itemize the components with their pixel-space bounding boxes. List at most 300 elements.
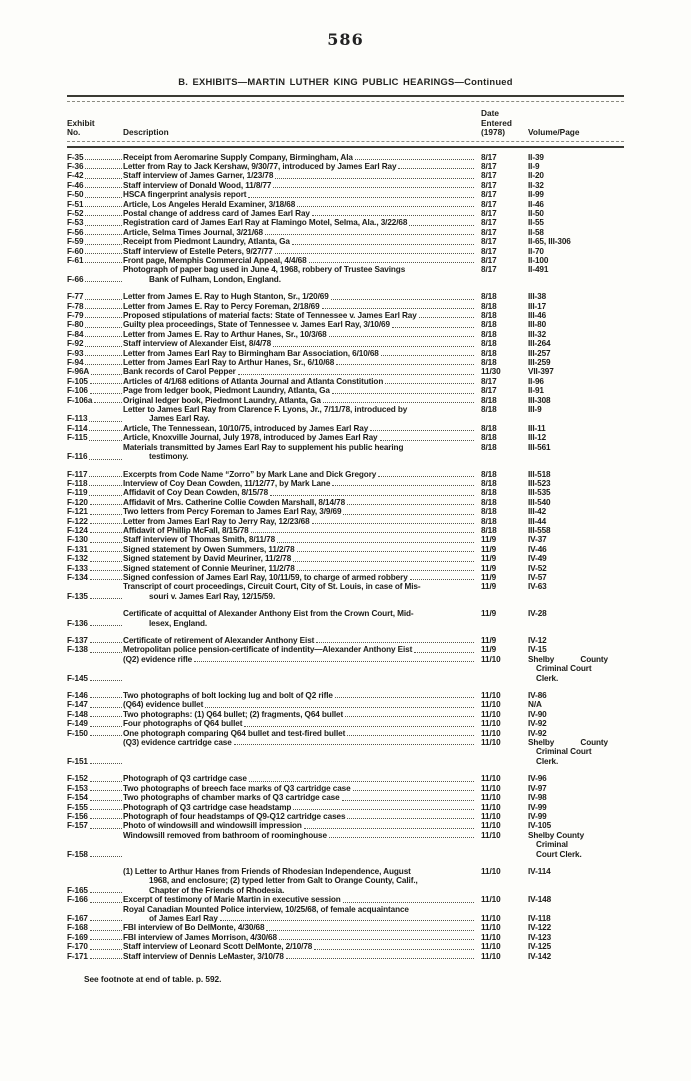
table-row bbox=[67, 302, 624, 311]
table-row bbox=[67, 609, 624, 628]
date-entered-cell: 11/10 bbox=[481, 691, 501, 701]
exhibit-no-cell: F-120 bbox=[67, 498, 123, 507]
dot-leader bbox=[90, 856, 122, 857]
description-cell: Letter to James Earl Ray from Clarence F. Lyons, Jr., 7/11/78, introduced by James Earl Ray. bbox=[123, 405, 408, 424]
date-entered-cell: 11/10 bbox=[481, 709, 501, 719]
exhibit-no-cell: F-116 bbox=[67, 443, 123, 462]
table-row bbox=[67, 821, 624, 830]
table-row bbox=[67, 396, 624, 405]
date-entered-cell: 8/17 bbox=[481, 255, 497, 265]
date-entered-cell: 8/17 bbox=[481, 237, 497, 247]
description-cell: Article, Selma Times Journal, 3/21/68 bbox=[123, 228, 475, 237]
dot-leader bbox=[85, 253, 122, 254]
date-entered-cell: 8/18 bbox=[481, 488, 497, 498]
description-cell: Original ledger book, Piedmont Laundry, Atlanta, Ga bbox=[123, 396, 475, 405]
table-row bbox=[67, 377, 624, 386]
dot-leader bbox=[392, 320, 474, 327]
dot-leader bbox=[85, 244, 122, 245]
exhibit-no-cell: F-52 bbox=[67, 209, 123, 218]
dot-leader bbox=[90, 542, 122, 543]
dot-leader bbox=[85, 159, 122, 160]
dot-leader bbox=[85, 299, 122, 300]
date-entered-cell: 8/18 bbox=[481, 525, 497, 535]
dot-leader bbox=[266, 923, 474, 930]
date-entered-cell: 11/10 bbox=[481, 895, 501, 905]
description-cell: Affidavit of Phillip McFall, 8/15/78 bbox=[123, 526, 475, 535]
dot-leader bbox=[370, 424, 474, 431]
table-row bbox=[67, 190, 624, 199]
table-row bbox=[67, 171, 624, 180]
volume-page-cell: II-32 bbox=[528, 180, 544, 190]
description-cell: Receipt from Piedmont Laundry, Atlanta, Ga bbox=[123, 237, 475, 246]
dot-leader bbox=[297, 545, 474, 552]
dot-leader bbox=[414, 645, 474, 652]
dot-leader bbox=[90, 735, 122, 736]
dot-leader bbox=[90, 532, 122, 533]
table-row bbox=[67, 367, 624, 376]
dot-leader bbox=[90, 504, 122, 505]
table-row bbox=[67, 200, 624, 209]
volume-page-cell: Shelby County Criminal Court Clerk. bbox=[528, 830, 585, 859]
dot-leader bbox=[85, 317, 122, 318]
date-entered-cell: 8/17 bbox=[481, 190, 497, 200]
exhibit-no-cell: F-171 bbox=[67, 952, 123, 961]
exhibit-no-cell: F-149 bbox=[67, 719, 123, 728]
date-entered-cell: 8/18 bbox=[481, 395, 497, 405]
description-cell: Two photographs of chamber marks of Q3 cartridge case bbox=[123, 793, 475, 802]
dot-leader bbox=[398, 162, 474, 169]
description-cell: Letter from James E. Ray to Hugh Stanton, Sr., 1/20/69 bbox=[123, 292, 475, 301]
date-entered-cell: 8/18 bbox=[481, 358, 497, 368]
dot-leader bbox=[381, 349, 474, 356]
table-row bbox=[67, 507, 624, 516]
dot-leader bbox=[90, 707, 122, 708]
table-row bbox=[67, 710, 624, 719]
date-entered-cell: 8/17 bbox=[481, 376, 497, 386]
dot-leader bbox=[279, 933, 474, 940]
description-cell: (Q64) evidence bullet bbox=[123, 700, 475, 709]
dot-leader bbox=[312, 209, 474, 216]
table-row bbox=[67, 582, 624, 601]
dot-leader bbox=[85, 281, 122, 282]
description-cell: FBI interview of Bo DelMonte, 4/30/68 bbox=[123, 923, 475, 932]
exhibit-no-cell: F-132 bbox=[67, 554, 123, 563]
exhibit-no-cell: F-61 bbox=[67, 256, 123, 265]
exhibit-no-cell: F-119 bbox=[67, 488, 123, 497]
volume-page-cell: IV-12 bbox=[528, 636, 547, 645]
exhibit-no-cell: F-121 bbox=[67, 507, 123, 516]
exhibit-no-cell: F-105 bbox=[67, 377, 123, 386]
exhibit-no-cell: F-167 bbox=[67, 905, 123, 924]
table-row bbox=[67, 729, 624, 738]
volume-page-cell: III-259 bbox=[528, 358, 551, 368]
dot-leader bbox=[304, 821, 474, 828]
dot-leader bbox=[85, 355, 122, 356]
dot-leader bbox=[90, 551, 122, 552]
date-entered-cell: 8/18 bbox=[481, 478, 497, 488]
dot-leader bbox=[409, 218, 474, 225]
description-cell: Photo of windowsill and windowsill impression bbox=[123, 821, 475, 830]
date-entered-cell: 11/10 bbox=[481, 793, 501, 803]
description-cell: Windowsill removed from bathroom of roominghouse bbox=[123, 831, 475, 859]
description-cell: Four photographs of Q64 bullet bbox=[123, 719, 475, 728]
dot-leader bbox=[85, 234, 122, 235]
description-cell: Article, The Tennessean, 10/10/75, introduced by James Earl Ray bbox=[123, 424, 475, 433]
volume-page-cell: IV-99 bbox=[528, 802, 547, 812]
dot-leader bbox=[265, 228, 474, 235]
date-entered-cell: 8/18 bbox=[481, 301, 497, 311]
volume-page-cell: III-42 bbox=[528, 507, 547, 517]
table-row bbox=[67, 498, 624, 507]
volume-page-cell: III-308 bbox=[528, 395, 551, 405]
date-entered-cell: 11/10 bbox=[481, 738, 501, 748]
dot-leader bbox=[286, 952, 474, 959]
exhibit-no-cell: F-93 bbox=[67, 349, 123, 358]
dot-leader bbox=[293, 803, 474, 810]
date-entered-cell: 11/9 bbox=[481, 645, 497, 655]
volume-page-cell: IV-105 bbox=[528, 821, 552, 831]
date-entered-cell: 8/18 bbox=[481, 497, 497, 507]
dot-leader bbox=[90, 642, 122, 643]
volume-page-cell: III-12 bbox=[528, 433, 547, 443]
exhibit-no-cell: F-53 bbox=[67, 218, 123, 227]
description-cell: Staff interview of Alexander Eist, 8/4/78 bbox=[123, 339, 475, 348]
date-entered-cell: 8/18 bbox=[481, 507, 497, 517]
dot-leader bbox=[90, 902, 122, 903]
dot-leader bbox=[85, 262, 122, 263]
table-row bbox=[67, 488, 624, 497]
dot-leader bbox=[85, 197, 122, 198]
table-row bbox=[67, 793, 624, 802]
exhibit-no-cell: F-114 bbox=[67, 424, 123, 433]
exhibit-no-cell: F-138 bbox=[67, 645, 123, 654]
dot-leader bbox=[312, 517, 474, 524]
dot-leader bbox=[244, 719, 474, 726]
dot-leader bbox=[85, 168, 122, 169]
description-cell: FBI interview of James Morrison, 4/30/68 bbox=[123, 933, 475, 942]
table-row bbox=[67, 554, 624, 563]
dot-leader bbox=[90, 920, 122, 921]
dot-leader bbox=[277, 535, 474, 542]
volume-page-cell: III-558 bbox=[528, 525, 551, 535]
dot-leader bbox=[347, 729, 474, 736]
table-row bbox=[67, 162, 624, 171]
volume-page-cell: IV-123 bbox=[528, 932, 552, 942]
table-row bbox=[67, 349, 624, 358]
dot-leader bbox=[89, 459, 122, 460]
table-row bbox=[67, 923, 624, 932]
column-header-exhibit-no: Exhibit No. bbox=[67, 117, 95, 137]
dot-leader bbox=[343, 895, 474, 902]
description-cell: Letter from James Earl Ray to Birmingham Bar Association, 6/10/68 bbox=[123, 349, 475, 358]
exhibit-no-cell: F-133 bbox=[67, 564, 123, 573]
table-row bbox=[67, 831, 624, 859]
exhibit-no-cell: F-153 bbox=[67, 784, 123, 793]
date-entered-cell: 11/9 bbox=[481, 572, 497, 582]
dot-leader bbox=[90, 828, 122, 829]
description-cell: Letter from Ray to Jack Kershaw, 9/30/77, introduced by James Earl Ray bbox=[123, 162, 475, 171]
table-row bbox=[67, 645, 624, 654]
description-cell: Staff interview of Estelle Peters, 9/27/77 bbox=[123, 247, 475, 256]
volume-page-cell: II-100 bbox=[528, 255, 549, 265]
date-entered-cell: 11/9 bbox=[481, 554, 497, 564]
description-cell: Signed statement by Owen Summers, 11/2/78 bbox=[123, 545, 475, 554]
exhibit-no-cell: F-59 bbox=[67, 237, 123, 246]
dot-leader bbox=[249, 774, 474, 781]
date-entered-cell: 11/9 bbox=[481, 535, 497, 545]
volume-page-cell: IV-142 bbox=[528, 951, 552, 961]
description-cell: Photograph of four headstamps of Q9-Q12 cartridge cases bbox=[123, 812, 475, 821]
dot-leader bbox=[292, 237, 474, 244]
exhibit-no-cell: F-118 bbox=[67, 479, 123, 488]
volume-page-cell: III-38 bbox=[528, 292, 547, 302]
description-cell: Signed confession of James Earl Ray, 10/11/59, to charge of armed robbery bbox=[123, 573, 475, 582]
exhibit-no-cell: F-150 bbox=[67, 729, 123, 738]
exhibit-no-cell: F-56 bbox=[67, 228, 123, 237]
description-cell: Guilty plea proceedings, State of Tennessee v. James Earl Ray, 3/10/69 bbox=[123, 320, 475, 329]
dot-leader bbox=[85, 336, 122, 337]
dot-leader bbox=[89, 495, 122, 496]
date-entered-cell: 11/10 bbox=[481, 830, 501, 840]
dot-leader bbox=[332, 479, 474, 486]
description-cell: Letter from James Earl Ray to Jerry Ray, 12/23/68 bbox=[123, 517, 475, 526]
date-entered-cell: 11/10 bbox=[481, 811, 501, 821]
dot-leader bbox=[90, 726, 122, 727]
description-cell: Postal change of address card of James Earl Ray bbox=[123, 209, 475, 218]
date-entered-cell: 8/17 bbox=[481, 171, 497, 181]
volume-page-cell: IV-118 bbox=[528, 913, 551, 923]
table-row bbox=[67, 933, 624, 942]
date-entered-cell: 11/10 bbox=[481, 932, 501, 942]
volume-page-cell: IV-90 bbox=[528, 709, 547, 719]
volume-page-cell: III-11 bbox=[528, 423, 546, 433]
table-row bbox=[67, 803, 624, 812]
description-cell: Certificate of acquittal of Alexander Anthony Eist from the Crown Court, Mid- lesex, England. bbox=[123, 609, 414, 628]
description-cell: Staff interview of James Garner, 1/23/78 bbox=[123, 171, 475, 180]
description-cell: HSCA fingerprint analysis report bbox=[123, 190, 475, 199]
description-cell: (Q2) evidence rifle bbox=[123, 655, 475, 683]
volume-page-cell: II-50 bbox=[528, 208, 544, 218]
dot-leader bbox=[90, 763, 122, 764]
table-row bbox=[67, 895, 624, 904]
dot-leader bbox=[85, 346, 122, 347]
description-cell: Affidavit of Coy Dean Cowden, 8/15/78 bbox=[123, 488, 475, 497]
table-row bbox=[67, 256, 624, 265]
description-cell: Photograph of paper bag used in June 4, 1968, robbery of Trustee Savings Bank of Fulham, London, England. bbox=[123, 265, 406, 284]
table-row bbox=[67, 218, 624, 227]
dot-leader bbox=[329, 831, 474, 838]
description-cell: Page from ledger book, Piedmont Laundry, Atlanta, Ga bbox=[123, 386, 475, 395]
table-row bbox=[67, 573, 624, 582]
volume-page-cell: IV-63 bbox=[528, 582, 547, 592]
exhibit-table-body bbox=[67, 153, 624, 962]
dot-leader bbox=[238, 367, 474, 374]
dot-leader bbox=[273, 339, 474, 346]
exhibit-no-cell: F-66 bbox=[67, 265, 123, 284]
table-row bbox=[67, 247, 624, 256]
table-row bbox=[67, 942, 624, 951]
volume-page-cell: II-9 bbox=[528, 161, 540, 171]
date-entered-cell: 8/18 bbox=[481, 442, 497, 452]
exhibit-no-cell: F-96A bbox=[67, 367, 123, 376]
date-entered-cell: 8/18 bbox=[481, 405, 497, 415]
volume-page-cell: III-535 bbox=[528, 488, 551, 498]
exhibit-no-cell: F-154 bbox=[67, 793, 123, 802]
date-entered-cell: 11/10 bbox=[481, 783, 501, 793]
volume-page-cell: Shelby County Criminal Court Clerk. bbox=[528, 738, 608, 766]
table-row bbox=[67, 867, 624, 895]
description-cell: One photograph comparing Q64 bullet and test-fired bullet bbox=[123, 729, 475, 738]
description-cell: Interview of Coy Dean Cowden, 11/12/77, by Mark Lane bbox=[123, 479, 475, 488]
table-header-row bbox=[67, 109, 624, 138]
date-entered-cell: 11/10 bbox=[481, 913, 501, 923]
date-entered-cell: 8/17 bbox=[481, 218, 497, 228]
description-cell: Affidavit of Mrs. Catherine Collie Cowden Marshall, 8/14/78 bbox=[123, 498, 475, 507]
volume-page-cell: IV-15 bbox=[528, 645, 547, 655]
dot-leader bbox=[343, 507, 474, 514]
description-cell: Letter from James E. Ray to Arthur Hanes, Sr., 10/3/68 bbox=[123, 330, 475, 339]
description-cell: Signed statement of Connie Meuriner, 11/2/78 bbox=[123, 564, 475, 573]
date-entered-cell: 8/17 bbox=[481, 180, 497, 190]
date-entered-cell: 8/18 bbox=[481, 292, 497, 302]
description-cell: Articles of 4/1/68 editions of Atlanta Journal and Atlanta Constitution bbox=[123, 377, 475, 386]
exhibit-no-cell: F-113 bbox=[67, 405, 123, 424]
table-row bbox=[67, 386, 624, 395]
description-cell: Transcript of court proceedings, Circuit Court, City of St. Louis, in case of Mis- souri v. James Earl Ray, 12/15/59. bbox=[123, 582, 421, 601]
exhibit-no-cell: F-115 bbox=[67, 433, 123, 442]
dot-leader bbox=[309, 256, 474, 263]
volume-page-cell: IV-92 bbox=[528, 719, 547, 729]
exhibit-no-cell: F-46 bbox=[67, 181, 123, 190]
dot-leader bbox=[336, 358, 474, 365]
table-row bbox=[67, 424, 624, 433]
volume-page-cell: IV-52 bbox=[528, 563, 547, 573]
dot-leader bbox=[90, 697, 122, 698]
dot-leader bbox=[410, 573, 474, 580]
description-cell: Excerpts from Code Name “Zorro” by Mark Lane and Dick Gregory bbox=[123, 470, 475, 479]
volume-page-cell: IV-99 bbox=[528, 811, 547, 821]
date-entered-cell: 11/9 bbox=[481, 609, 497, 619]
dot-leader bbox=[85, 225, 122, 226]
date-entered-cell: 11/10 bbox=[481, 821, 501, 831]
table-row bbox=[67, 719, 624, 728]
dot-leader bbox=[90, 939, 122, 940]
footnote: See footnote at end of table. p. 592. bbox=[84, 974, 222, 984]
dot-leader bbox=[90, 652, 122, 653]
table-row bbox=[67, 181, 624, 190]
exhibit-no-cell: F-156 bbox=[67, 812, 123, 821]
exhibit-no-cell: F-117 bbox=[67, 470, 123, 479]
volume-page-cell: III-257 bbox=[528, 348, 551, 358]
dot-leader bbox=[90, 680, 122, 681]
volume-page-cell: III-80 bbox=[528, 320, 547, 330]
table-row bbox=[67, 405, 624, 424]
volume-page-cell: II-99 bbox=[528, 190, 544, 200]
table-row bbox=[67, 812, 624, 821]
dot-leader bbox=[89, 485, 122, 486]
date-entered-cell: 11/10 bbox=[481, 923, 501, 933]
volume-page-cell: IV-49 bbox=[528, 554, 547, 564]
date-entered-cell: 11/9 bbox=[481, 582, 497, 592]
description-cell: Two photographs of breech face marks of Q3 cartridge case bbox=[123, 784, 475, 793]
dot-leader bbox=[385, 377, 474, 384]
table-row bbox=[67, 564, 624, 573]
date-entered-cell: 8/17 bbox=[481, 265, 497, 275]
exhibit-no-cell: F-166 bbox=[67, 895, 123, 904]
dot-leader bbox=[322, 302, 474, 309]
table-row bbox=[67, 655, 624, 683]
table-row bbox=[67, 545, 624, 554]
volume-page-cell: III-9 bbox=[528, 405, 542, 415]
date-entered-cell: 11/10 bbox=[481, 866, 501, 876]
table-row bbox=[67, 784, 624, 793]
date-entered-cell: 8/18 bbox=[481, 348, 497, 358]
dot-leader bbox=[293, 554, 474, 561]
exhibit-no-cell: F-60 bbox=[67, 247, 123, 256]
dot-leader bbox=[90, 949, 122, 950]
column-header-description: Description bbox=[123, 127, 169, 137]
table-row bbox=[67, 237, 624, 246]
dot-leader bbox=[342, 793, 474, 800]
dot-leader bbox=[331, 292, 474, 299]
table-row bbox=[67, 691, 624, 700]
table-row bbox=[67, 209, 624, 218]
dot-leader bbox=[345, 710, 474, 717]
description-cell: Staff interview of Dennis LeMaster, 3/10/78 bbox=[123, 952, 475, 961]
dot-leader bbox=[355, 153, 474, 160]
dot-leader bbox=[85, 178, 122, 179]
dot-leader bbox=[90, 781, 122, 782]
date-entered-cell: 8/17 bbox=[481, 199, 497, 209]
volume-page-cell: II-39 bbox=[528, 152, 544, 162]
date-entered-cell: 8/17 bbox=[481, 152, 497, 162]
volume-page-cell: III-540 bbox=[528, 497, 551, 507]
dot-leader bbox=[90, 930, 122, 931]
table-row bbox=[67, 292, 624, 301]
description-cell: Photograph of Q3 cartridge case bbox=[123, 774, 475, 783]
exhibit-no-cell: F-147 bbox=[67, 700, 123, 709]
volume-page-cell: II-58 bbox=[528, 227, 544, 237]
dot-leader bbox=[94, 402, 122, 403]
volume-page-cell: IV-96 bbox=[528, 774, 547, 784]
date-entered-cell: 11/9 bbox=[481, 636, 497, 645]
volume-page-cell: II-55 bbox=[528, 218, 544, 228]
table-row bbox=[67, 470, 624, 479]
dot-leader bbox=[89, 430, 122, 431]
dot-leader bbox=[297, 200, 474, 207]
volume-page-cell: III-518 bbox=[528, 469, 551, 479]
description-cell: Registration card of James Earl Ray at Flamingo Motel, Selma, Ala., 3/22/68 bbox=[123, 218, 475, 227]
exhibit-no-cell: F-170 bbox=[67, 942, 123, 951]
dot-leader bbox=[85, 364, 122, 365]
description-cell: Two letters from Percy Foreman to James Earl Ray, 3/9/69 bbox=[123, 507, 475, 516]
volume-page-cell: III-17 bbox=[528, 301, 547, 311]
table-row bbox=[67, 443, 624, 462]
dot-leader bbox=[234, 738, 474, 745]
exhibit-no-cell: F-158 bbox=[67, 831, 123, 859]
date-entered-cell: 8/17 bbox=[481, 227, 497, 237]
exhibit-no-cell: F-146 bbox=[67, 691, 123, 700]
exhibit-no-cell: F-137 bbox=[67, 636, 123, 645]
table-row bbox=[67, 738, 624, 766]
table-row bbox=[67, 339, 624, 348]
exhibit-no-cell: F-106a bbox=[67, 396, 123, 405]
table-row bbox=[67, 433, 624, 442]
description-cell: (Q3) evidence cartridge case bbox=[123, 738, 475, 766]
dot-leader bbox=[85, 215, 122, 216]
date-entered-cell: 8/18 bbox=[481, 469, 497, 479]
column-header-date-entered: Date Entered (1978) bbox=[481, 108, 512, 137]
